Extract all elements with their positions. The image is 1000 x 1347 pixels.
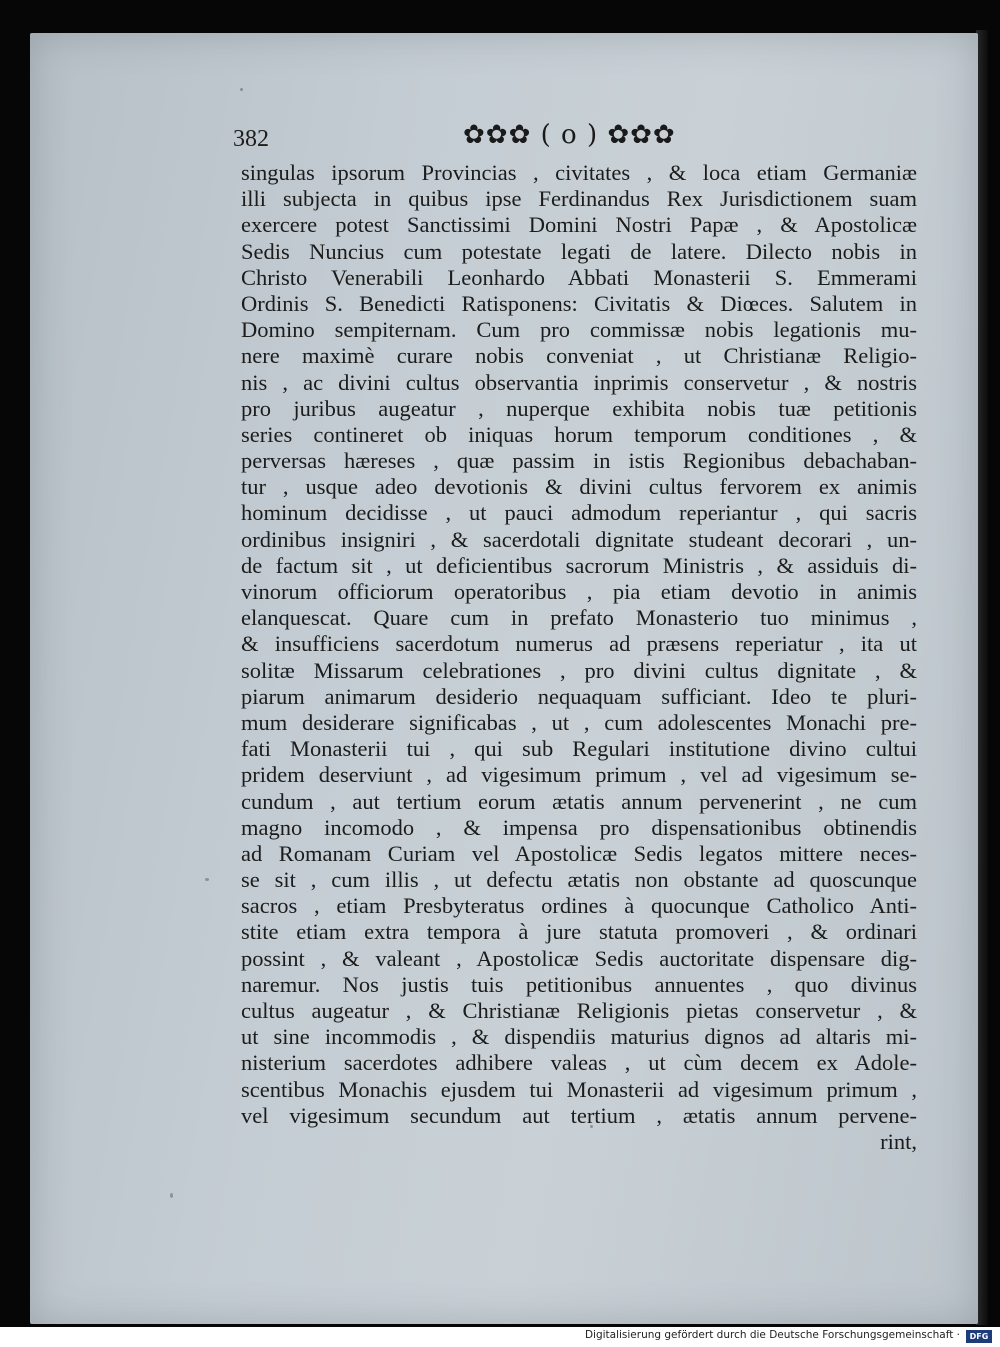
text-line: tur , usque adeo devotionis & divini cultus fervorem ex animis [241, 474, 917, 500]
funding-credit: Digitalisierung gefördert durch die Deutsche Forschungsgemeinschaft · [584, 1329, 960, 1341]
text-line: perversas hæreses , quæ passim in istis Regionibus debachaban- [241, 448, 917, 474]
text-line: piarum animarum desiderio nequaquam sufficiant. Ideo te pluri- [241, 683, 917, 709]
text-line: naremur. Nos justis tuis petitionibus annuentes , quo divinus [241, 971, 917, 997]
text-line: nisterium sacerdotes adhibere valeas , ut cùm decem ex Adole- [241, 1050, 917, 1076]
text-line: Sedis Nuncius cum potestate legati de latere. Dilecto nobis in [241, 238, 917, 264]
text-line: magno incomodo , & impensa pro dispensationibus obtinendis [241, 814, 917, 840]
text-line: nis , ac divini cultus observantia inprimis conservetur , & nostris [241, 369, 917, 395]
text-line: mum desiderare significabas , ut , cum adolescentes Monachi pre- [241, 709, 917, 735]
text-line: singulas ipsorum Provincias , civitates , & loca etiam Germaniæ [241, 160, 917, 185]
text-line: stite etiam extra tempora à jure statuta promoveri , & ordinari [241, 919, 917, 945]
text-line: series contineret ob iniquas horum temporum conditiones , & [241, 421, 917, 447]
text-line: solitæ Missarum celebrationes , pro divini cultus dignitate , & [241, 657, 917, 683]
body-text [241, 160, 917, 1155]
text-line: hominum decidisse , ut pauci admodum reperiantur , qui sacris [241, 500, 917, 526]
text-line: cultus augeatur , & Christianæ Religionis pietas conservetur , & [241, 998, 917, 1023]
text-line: Domino sempiternam. Cum pro commissæ nobis legationis mu- [241, 317, 917, 343]
text-line: de factum sit , ut deficientibus sacrorum Ministris , & assiduis di- [241, 552, 917, 578]
text-line: elanquescat. Quare cum in prefato Monasterio tuo minimus , [241, 605, 917, 631]
text-line: vinorum officiorum operatoribus , pia etiam devotio in animis [241, 579, 917, 604]
text-line: vel vigesimum secundum aut tertium , ætatis annum pervene- [241, 1102, 917, 1128]
text-line: fati Monasterii tui , qui sub Regulari institutione divino cultui [241, 736, 917, 762]
text-line: exercere potest Sanctissimi Domini Nostri Papæ , & Apostolicæ [241, 212, 917, 238]
header-ornament: ✿✿✿ ( o ) ✿✿✿ [463, 120, 676, 150]
text-line: ad Romanam Curiam vel Apostolicæ Sedis legatos mittere neces- [241, 840, 917, 866]
text-line: nere maximè curare nobis conveniat , ut Christianæ Religio- [241, 343, 917, 369]
text-line: pro juribus augeatur , nuperque exhibita nobis tuæ petitionis [241, 395, 917, 421]
text-line: ut sine incommodis , & dispendiis maturius dignos ad altaris mi- [241, 1024, 917, 1050]
text-line: & insufficiens sacerdotum numerus ad præsens reperiatur , ita ut [241, 631, 917, 657]
text-line: possint , & valeant , Apostolicæ Sedis auctoritate dispensare dig- [241, 945, 917, 971]
text-line: pridem deserviunt , ad vigesimum primum , vel ad vigesimum se- [241, 762, 917, 788]
text-line: Ordinis S. Benedicti Ratisponens: Civitatis & Diœces. Salutem in [241, 290, 917, 316]
text-line: scentibus Monachis ejusdem tui Monasterii ad vigesimum primum , [241, 1076, 917, 1102]
text-line: ordinibus insigniri , & sacerdotali dignitate studeant decorari , un- [241, 526, 917, 552]
text-line: illi subjecta in quibus ipse Ferdinandus Rex Jurisdictionem suam [241, 186, 917, 212]
footer-bar [0, 1327, 1000, 1347]
dfg-logo-icon[interactable]: DFG [966, 1330, 992, 1343]
text-line: Christo Venerabili Leonhardo Abbati Monasterii S. Emmerami [241, 264, 917, 290]
catchword: rint, [880, 1128, 917, 1154]
text-line: sacros , etiam Presbyteratus ordines à quocunque Catholico Anti- [241, 893, 917, 919]
text-line: cundum , aut tertium eorum ætatis annum pervenerint , ne cum [241, 788, 917, 814]
text-line: se sit , cum illis , ut defectu ætatis non obstante ad quoscunque [241, 867, 917, 893]
page-header [233, 120, 733, 160]
page-number: 382 [233, 126, 269, 152]
